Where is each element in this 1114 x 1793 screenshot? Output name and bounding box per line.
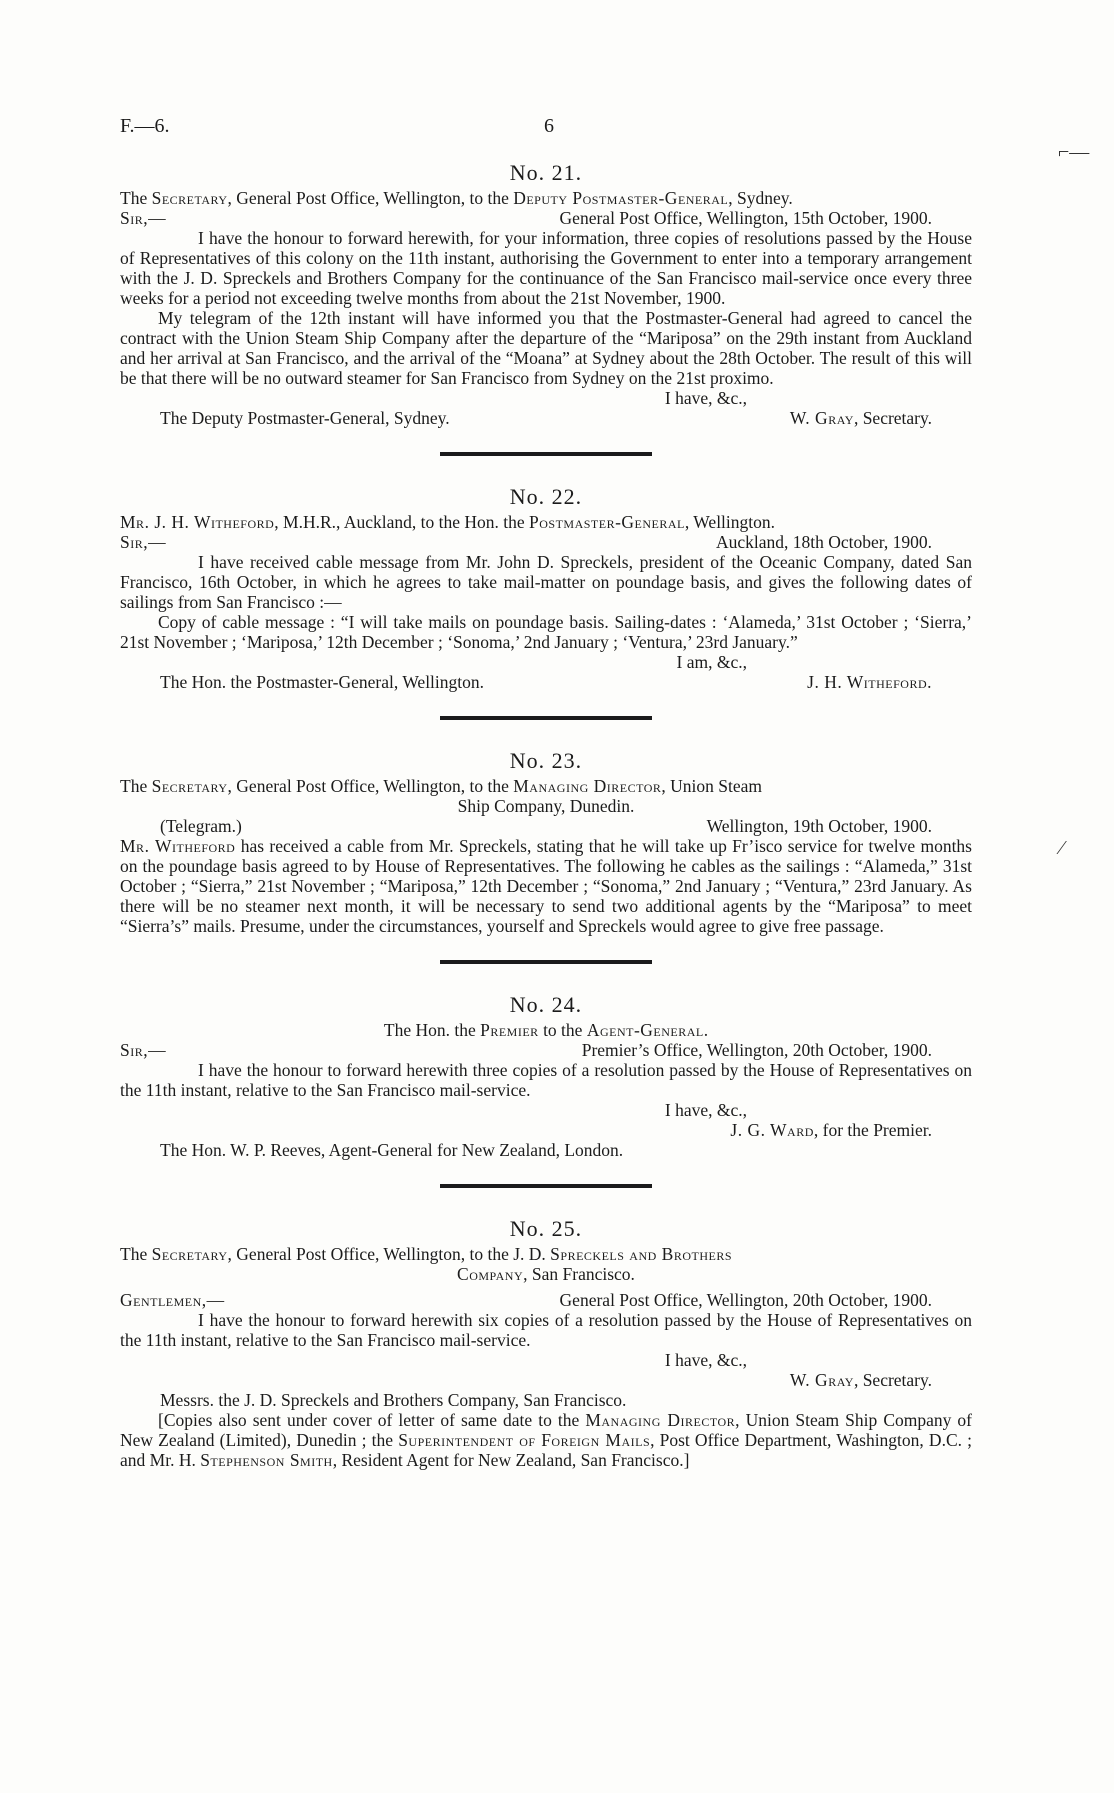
letter-heading: The Secretary, General Post Office, Wellington, to the Deputy Postmaster-General, Sydney.: [120, 188, 793, 208]
section-number: No. 23.: [509, 748, 583, 773]
section-divider: [440, 716, 652, 720]
closing: I have, &c.,: [664, 1100, 747, 1120]
telegram-body: Mr. Witheford has received a cable from Mr. Spreckels, stating that he will take up Fr’isco service for twelve months on the poundage basis agreed to by House of Representatives. The following he cables as the sailings : “Alameda,” 31st October ; “Sierra,” 21st November ; “Mariposa,” 12th December ; “Sonoma,” 2nd January ; “Ventura,” 23rd January. As there will be no steamer next month, it will be necessary to send two additional agents by the “Mariposa” to meet “Sierra’s” mails. Presume, under the circumstances, yourself and Spreckels would agree to give free passage.: [120, 836, 972, 936]
addressee-row: [120, 672, 972, 692]
paragraph: I have the honour to forward herewith six copies of a resolution passed by the House of Representatives on the 11th instant, relative to the San Francisco mail-service.: [120, 1310, 972, 1350]
letter-heading: Mr. J. H. Witheford, M.H.R., Auckland, to the Hon. the Postmaster-General, Wellington.: [120, 512, 776, 532]
margin-pencil-mark: ⁄: [1060, 837, 1064, 859]
salutation-row: [120, 208, 972, 228]
addressee: The Deputy Postmaster-General, Sydney.: [160, 408, 450, 428]
signature: J. G. Ward, for the Premier.: [730, 1120, 932, 1140]
salutation: Sir,—: [120, 1040, 167, 1060]
dateline: Wellington, 19th October, 1900.: [706, 816, 932, 836]
salutation-row: [120, 1290, 972, 1310]
salutation: Sir,—: [120, 532, 167, 552]
salutation-row: [120, 1040, 972, 1060]
letter-no-25: [120, 1216, 972, 1470]
paragraph: My telegram of the 12th instant will have informed you that the Postmaster-General had agreed to cancel the contract with the Union Steam Ship Company after the departure of the “Mariposa” on the 29th instant from Auckland and her arrival at San Francisco, and the arrival of the “Moana” at Sydney about the 28th October. The result of this will be that there will be no outward steamer for San Francisco from Sydney on the 21st proximo.: [120, 308, 972, 388]
letter-heading: The Hon. the Premier to the Agent-General.: [383, 1020, 709, 1040]
margin-pencil-mark: ⌐—: [1058, 141, 1090, 163]
closing: I have, &c.,: [664, 1350, 747, 1370]
letter-heading: The Secretary, General Post Office, Wellington, to the Managing Director, Union Steam Ship Company, Dunedin.: [120, 776, 763, 816]
salutation: Sir,—: [120, 208, 167, 228]
letter-no-23: [120, 748, 972, 936]
signature: W. Gray, Secretary.: [789, 408, 932, 428]
document-reference: F.—6.: [120, 115, 170, 137]
salutation-row: [120, 532, 972, 552]
paragraph: I have received cable message from Mr. John D. Spreckels, president of the Oceanic Company, dated San Francisco, 16th October, in which he agrees to take mail-matter on poundage basis, and gives the following dates of sailings from San Francisco :—: [120, 552, 972, 612]
section-number: No. 24.: [509, 992, 583, 1017]
page-number: 6: [544, 115, 554, 137]
paragraph: I have the honour to forward herewith three copies of a resolution passed by the House of Representatives on the 11th instant, relative to the San Francisco mail-service.: [120, 1060, 972, 1100]
addressee: The Hon. the Postmaster-General, Wellington.: [160, 672, 485, 692]
paragraph: I have the honour to forward herewith, for your information, three copies of resolutions passed by the House of Representatives of this colony on the 11th instant, authorising the Government to enter into a temporary arrangement with the J. D. Spreckels and Brothers Company for the continuance of the San Francisco mail-service once every three weeks for a period not exceeding twelve months from about the 21st November, 1900.: [120, 228, 972, 308]
signature: J. H. Witheford.: [807, 672, 932, 692]
dateline: Premier’s Office, Wellington, 20th October, 1900.: [581, 1040, 932, 1060]
section-number: No. 22.: [509, 484, 583, 509]
addressee: Messrs. the J. D. Spreckels and Brothers Company, San Francisco.: [160, 1390, 627, 1410]
section-divider: [440, 960, 652, 964]
bracketed-note: [Copies also sent under cover of letter of same date to the Managing Director, Union Steam Ship Company of New Zealand (Limited), Dunedin ; the Superintendent of Foreign Mails, Post Office Department, Washington, D.C. ; and Mr. H. Stephenson Smith, Resident Agent for New Zealand, San Francisco.]: [120, 1410, 973, 1470]
document-body: [120, 160, 972, 1470]
section-number: No. 25.: [509, 1216, 583, 1241]
addressee: The Hon. W. P. Reeves, Agent-General for New Zealand, London.: [160, 1140, 624, 1160]
letter-no-24: [120, 992, 972, 1160]
section-divider: [440, 1184, 652, 1188]
paragraph: Copy of cable message : “I will take mails on poundage basis. Sailing-dates : ‘Alameda,’ 31st October ; ‘Sierra,’ 21st November ; ‘Mariposa,’ 12th December ; ‘Sonoma,’ 2nd January ; ‘Ventura,’ 23rd January.”: [120, 612, 972, 652]
closing: I have, &c.,: [664, 388, 747, 408]
telegram-label: (Telegram.): [160, 816, 242, 836]
letter-no-21: [120, 160, 972, 428]
dateline: General Post Office, Wellington, 20th October, 1900.: [559, 1290, 932, 1310]
telegram-row: [120, 816, 972, 836]
signature: W. Gray, Secretary.: [789, 1370, 932, 1390]
section-number: No. 21.: [509, 160, 583, 185]
page-header: [120, 116, 970, 142]
closing: I am, &c.,: [676, 652, 747, 672]
section-divider: [440, 452, 652, 456]
dateline: Auckland, 18th October, 1900.: [715, 532, 932, 552]
salutation: Gentlemen,—: [120, 1290, 225, 1310]
letter-heading: The Secretary, General Post Office, Wellington, to the J. D. Spreckels and Brothers Company, San Francisco.: [120, 1244, 733, 1284]
addressee-row: [120, 408, 972, 428]
letter-no-22: [120, 484, 972, 692]
dateline: General Post Office, Wellington, 15th October, 1900.: [559, 208, 932, 228]
